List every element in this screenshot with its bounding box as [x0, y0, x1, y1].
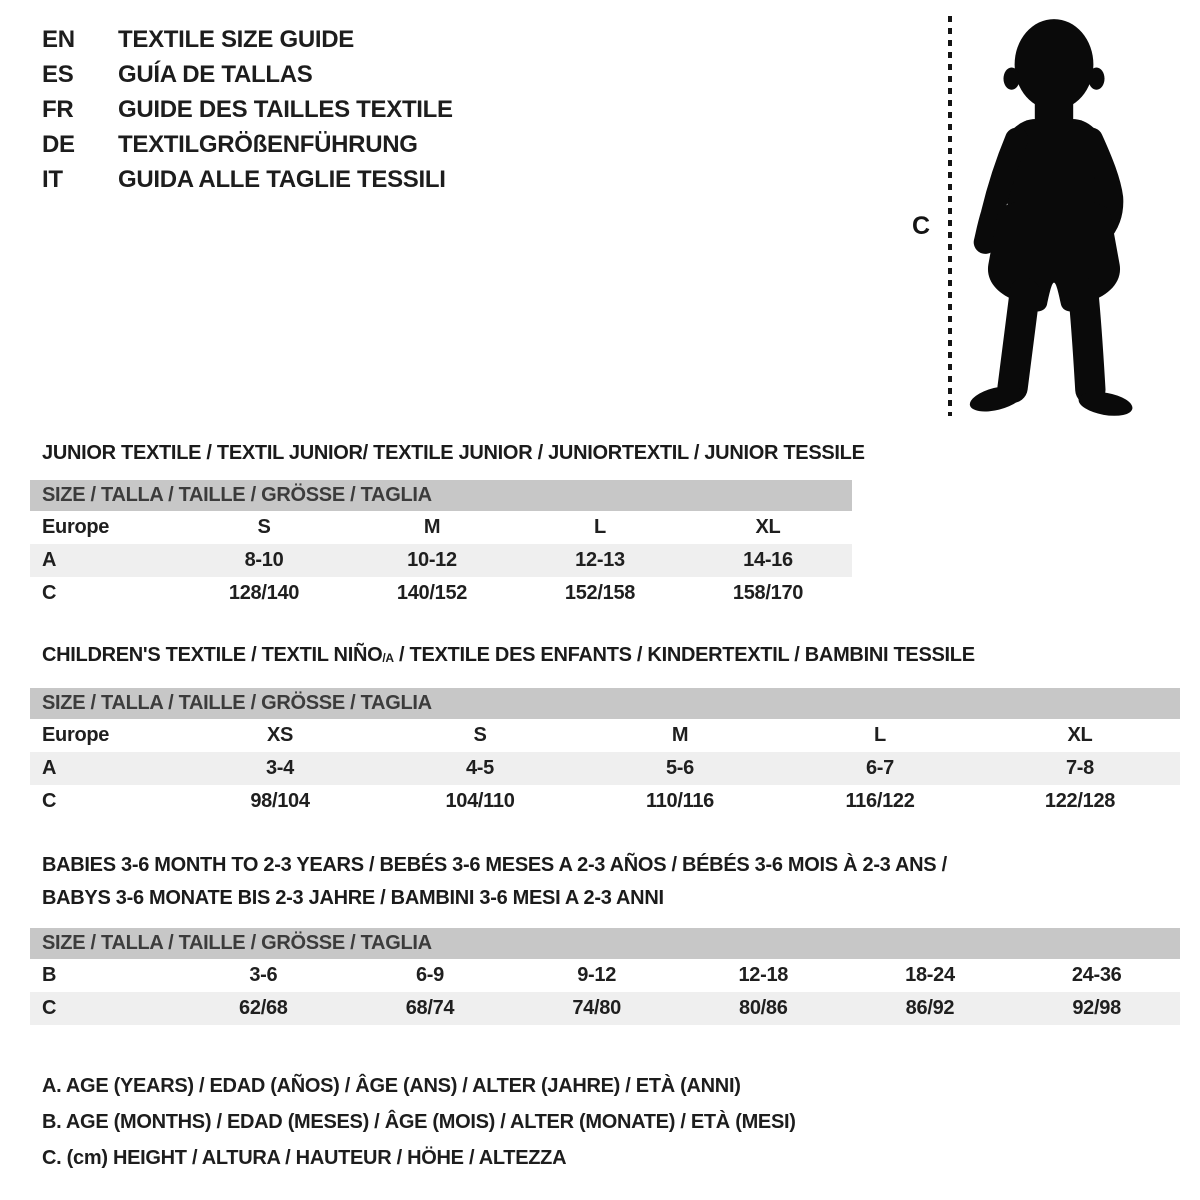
size-cell: 3-4 — [265, 757, 294, 779]
heading-segment: BABIES 3-6 MONTH TO 2-3 YEARS / BEBÉS 3-6 MESES A 2-3 AÑOS / BÉBÉS 3-6 MOIS À 2-3 ANS / — [42, 854, 947, 876]
size-cell: 158/170 — [732, 582, 804, 604]
size-cell: XL — [1067, 724, 1093, 746]
size-cell: S — [473, 724, 487, 746]
size-cell: 68/74 — [405, 997, 455, 1019]
toddler-silhouette-icon — [958, 12, 1150, 416]
language-title: GUIDE DES TAILLES TEXTILE — [118, 96, 453, 123]
size-table-babies-textile — [30, 959, 1180, 1025]
size-cell: 98/104 — [250, 790, 310, 812]
language-row — [42, 162, 453, 197]
language-title: TEXTILGRÖßENFÜHRUNG — [118, 131, 418, 158]
language-code: DE — [42, 131, 75, 158]
size-cell: L — [594, 516, 606, 538]
size-cell: 5-6 — [665, 757, 694, 779]
table-row — [30, 511, 852, 544]
legend-line: A. AGE (YEARS) / EDAD (AÑOS) / ÂGE (ANS) / ALTER (JAHRE) / ETÀ (ANNI) — [42, 1075, 741, 1097]
heading-segment: JUNIOR TEXTILE / TEXTIL JUNIOR/ TEXTILE JUNIOR / JUNIORTEXTIL / JUNIOR TESSILE — [42, 442, 865, 464]
size-header-bar-babies-textile: SIZE / TALLA / TAILLE / GRÖSSE / TAGLIA — [30, 928, 1180, 959]
size-cell: 24-36 — [1071, 964, 1122, 986]
heading-segment: BABYS 3-6 MONATE BIS 2-3 JAHRE / BAMBINI 3-6 MESI A 2-3 ANNI — [42, 887, 664, 909]
table-row — [30, 959, 1180, 992]
size-table-childrens-textile — [30, 719, 1180, 818]
size-cell: 10-12 — [407, 549, 457, 571]
size-cell: 104/110 — [445, 790, 515, 812]
size-cell: 12-13 — [575, 549, 625, 571]
section-heading-line — [42, 639, 975, 674]
language-list — [42, 22, 453, 197]
language-code: FR — [42, 96, 74, 123]
section-heading-line — [42, 849, 947, 882]
size-cell: 122/128 — [1044, 790, 1116, 812]
heading-segment: / TEXTILE DES ENFANTS / KINDERTEXTIL / BAMBINI TESSILE — [393, 644, 975, 666]
size-header-bar-junior-textile: SIZE / TALLA / TAILLE / GRÖSSE / TAGLIA — [30, 480, 852, 511]
legend-line: C. (cm) HEIGHT / ALTURA / HAUTEUR / HÖHE / ALTEZZA — [42, 1147, 567, 1169]
table-row — [30, 752, 1180, 785]
section-heading-line — [42, 882, 947, 915]
row-label: A — [42, 757, 57, 779]
size-header-bar-childrens-textile: SIZE / TALLA / TAILLE / GRÖSSE / TAGLIA — [30, 688, 1180, 719]
size-cell: 9-12 — [577, 964, 617, 986]
size-cell: XL — [755, 516, 781, 538]
size-cell: 8-10 — [244, 549, 284, 571]
row-label: Europe — [42, 516, 110, 538]
size-cell: 80/86 — [739, 997, 788, 1019]
size-cell: 152/158 — [564, 582, 636, 604]
size-cell: 74/80 — [572, 997, 621, 1019]
table-row — [30, 577, 852, 610]
size-cell: 18-24 — [905, 964, 955, 986]
size-cell: 92/98 — [1072, 997, 1121, 1019]
size-cell: 116/122 — [845, 790, 915, 812]
heading-segment: /A — [382, 651, 394, 665]
size-cell: 140/152 — [396, 582, 468, 604]
table-row — [30, 544, 852, 577]
language-title: GUÍA DE TALLAS — [118, 61, 313, 88]
size-cell: 6-9 — [415, 964, 444, 986]
size-cell: M — [423, 516, 441, 538]
height-c-label: C — [912, 212, 930, 240]
section-heading-childrens-textile — [42, 639, 975, 674]
language-code: EN — [42, 26, 75, 53]
size-cell: 7-8 — [1065, 757, 1094, 779]
heading-segment: CHILDREN'S TEXTILE / TEXTIL NIÑO — [42, 644, 383, 666]
language-row — [42, 57, 453, 92]
language-row — [42, 127, 453, 162]
size-cell: 86/92 — [905, 997, 955, 1019]
language-row — [42, 22, 453, 57]
height-measure-dashed-line — [948, 16, 952, 416]
language-title: TEXTILE SIZE GUIDE — [118, 26, 354, 53]
language-code: ES — [42, 61, 74, 88]
row-label: C — [42, 790, 57, 812]
size-cell: 6-7 — [865, 757, 894, 779]
size-cell: 12-18 — [738, 964, 789, 986]
language-row — [42, 92, 453, 127]
size-cell: XS — [266, 724, 294, 746]
size-cell: 3-6 — [249, 964, 278, 986]
section-heading-junior-textile — [42, 437, 865, 470]
row-label: B — [42, 964, 57, 986]
table-row — [30, 719, 1180, 752]
row-label: C — [42, 997, 57, 1019]
size-table-junior-textile — [30, 511, 852, 610]
size-cell: M — [671, 724, 689, 746]
size-cell: 62/68 — [239, 997, 288, 1019]
table-row — [30, 992, 1180, 1025]
language-code: IT — [42, 166, 63, 193]
size-cell: 128/140 — [228, 582, 300, 604]
size-cell: L — [874, 724, 886, 746]
size-cell: S — [257, 516, 271, 538]
section-heading-line — [42, 437, 865, 470]
section-heading-babies-textile — [42, 849, 947, 915]
legend — [42, 1068, 796, 1176]
size-cell: 4-5 — [465, 757, 494, 779]
language-title: GUIDA ALLE TAGLIE TESSILI — [118, 166, 446, 193]
legend-line: B. AGE (MONTHS) / EDAD (MESES) / ÂGE (MOIS) / ALTER (MONATE) / ETÀ (MESI) — [42, 1111, 796, 1133]
row-label: A — [42, 549, 57, 571]
row-label: C — [42, 582, 57, 604]
row-label: Europe — [42, 724, 110, 746]
table-row — [30, 785, 1180, 818]
size-cell: 110/116 — [646, 790, 714, 812]
size-cell: 14-16 — [743, 549, 793, 571]
